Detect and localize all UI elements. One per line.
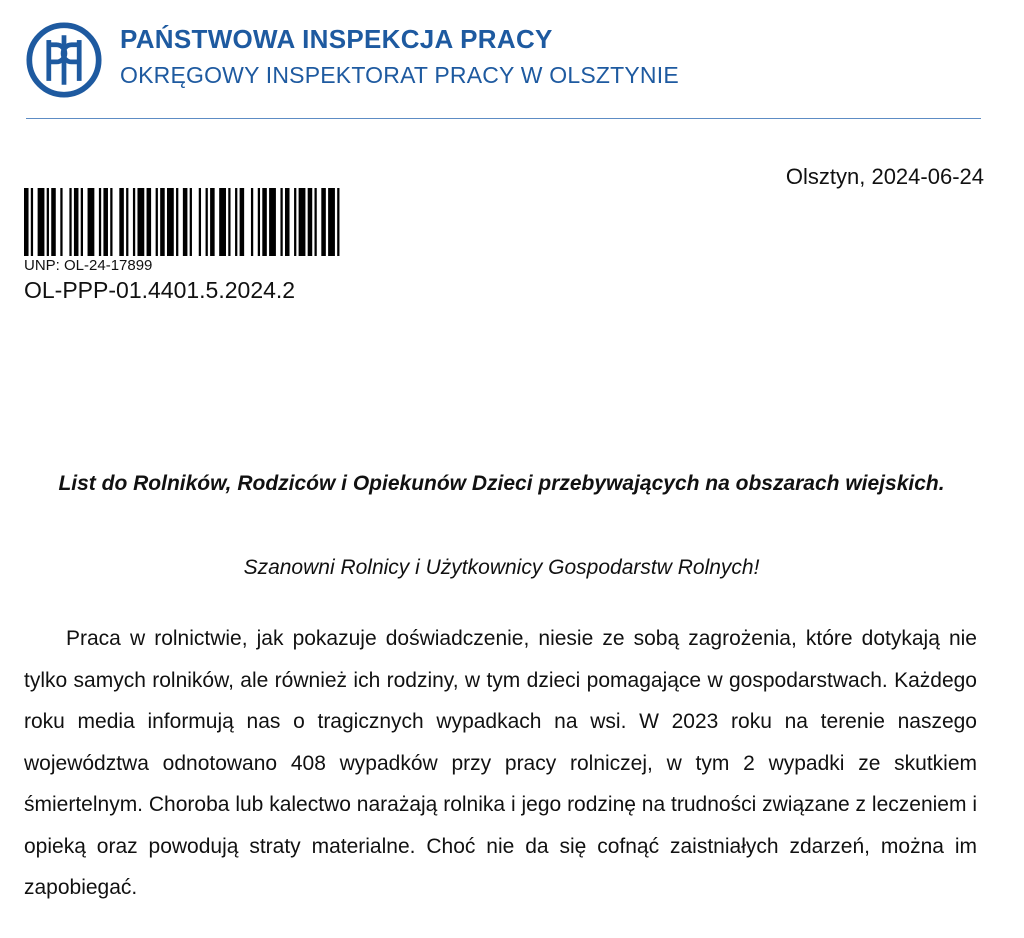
barcode-bar (60, 188, 62, 256)
barcode-bar (190, 188, 192, 256)
barcode-bar (308, 188, 313, 256)
barcode-bar (31, 188, 33, 256)
barcode-bar (137, 188, 144, 256)
barcode-icon (24, 188, 344, 256)
barcode-bar (228, 188, 230, 256)
organization-subtitle: OKRĘGOWY INSPEKTORAT PRACY W OLSZTYNIE (120, 62, 679, 88)
case-reference-number: OL-PPP-01.4401.5.2024.2 (24, 277, 296, 303)
barcode-bar (240, 188, 245, 256)
place-date: Olsztyn, 2024-06-24 (785, 164, 984, 189)
barcode-bar (74, 188, 79, 256)
barcode-bar (269, 188, 276, 256)
barcode-bar (110, 188, 112, 256)
barcode-bar (206, 188, 208, 256)
barcode-bar (314, 188, 316, 256)
barcode-bar (235, 188, 237, 256)
barcode-bar (126, 188, 128, 256)
organization-name: PAŃSTWOWA INSPEKCJA PRACY (120, 24, 553, 54)
barcode-bar (258, 188, 260, 256)
barcode-bar (167, 188, 174, 256)
barcode-bar (328, 188, 335, 256)
barcode-bar (38, 188, 45, 256)
barcode-bar (156, 188, 158, 256)
barcode-bar (99, 188, 101, 256)
barcode-bar (147, 188, 152, 256)
letter-title: List do Rolników, Rodziców i Opiekunów Dzieci przebywających na obszarach wiejskich. (58, 472, 945, 495)
barcode-bar (321, 188, 326, 256)
barcode-bar (47, 188, 49, 256)
barcode-bar (199, 188, 201, 256)
barcode-bar (51, 188, 56, 256)
barcode-bar (176, 188, 178, 256)
barcode-bar (103, 188, 108, 256)
barcode-bar (24, 188, 29, 256)
barcode-bar (299, 188, 306, 256)
unp-number: UNP: OL-24-17899 (24, 257, 153, 274)
barcode-bar (280, 188, 282, 256)
barcode-bar (81, 188, 83, 256)
barcode-bar (294, 188, 296, 256)
barcode-bar (133, 188, 135, 256)
barcode-bar (210, 188, 215, 256)
barcode-bar (251, 188, 253, 256)
barcode-bar (183, 188, 188, 256)
barcode-bar (88, 188, 95, 256)
barcode-bar (337, 188, 339, 256)
header-divider (26, 118, 981, 119)
barcode-bar (262, 188, 267, 256)
barcode-bar (160, 188, 165, 256)
barcode-bar (285, 188, 290, 256)
barcode-bar (69, 188, 71, 256)
barcode-bar (119, 188, 124, 256)
pip-logo-icon (26, 22, 102, 98)
body-paragraph: Praca w rolnictwie, jak pokazuje doświadczenie, niesie ze sobą zagrożenia, które dotykają nie tylko samych rolników, ale również ich rodziny, w tym dzieci pomagające w gospodarstwach. Każdego roku media informują nas o tragicznych wypadkach na wsi. W 2023 roku na terenie naszego województwa odnotowano 408 wypadków przy pracy rolniczej, w tym 2 wypadki ze skutkiem śmiertelnym. Choroba lub kalectwo narażają rolnika i jego rodzinę na trudności związane z leczeniem i opieką oraz powodują straty materialne. Choć nie da się cofnąć zaistniałych zdarzeń, można im zapobiegać. (24, 627, 977, 899)
barcode-bar (219, 188, 226, 256)
salutation: Szanowni Rolnicy i Użytkownicy Gospodarstw Rolnych! (243, 556, 760, 579)
